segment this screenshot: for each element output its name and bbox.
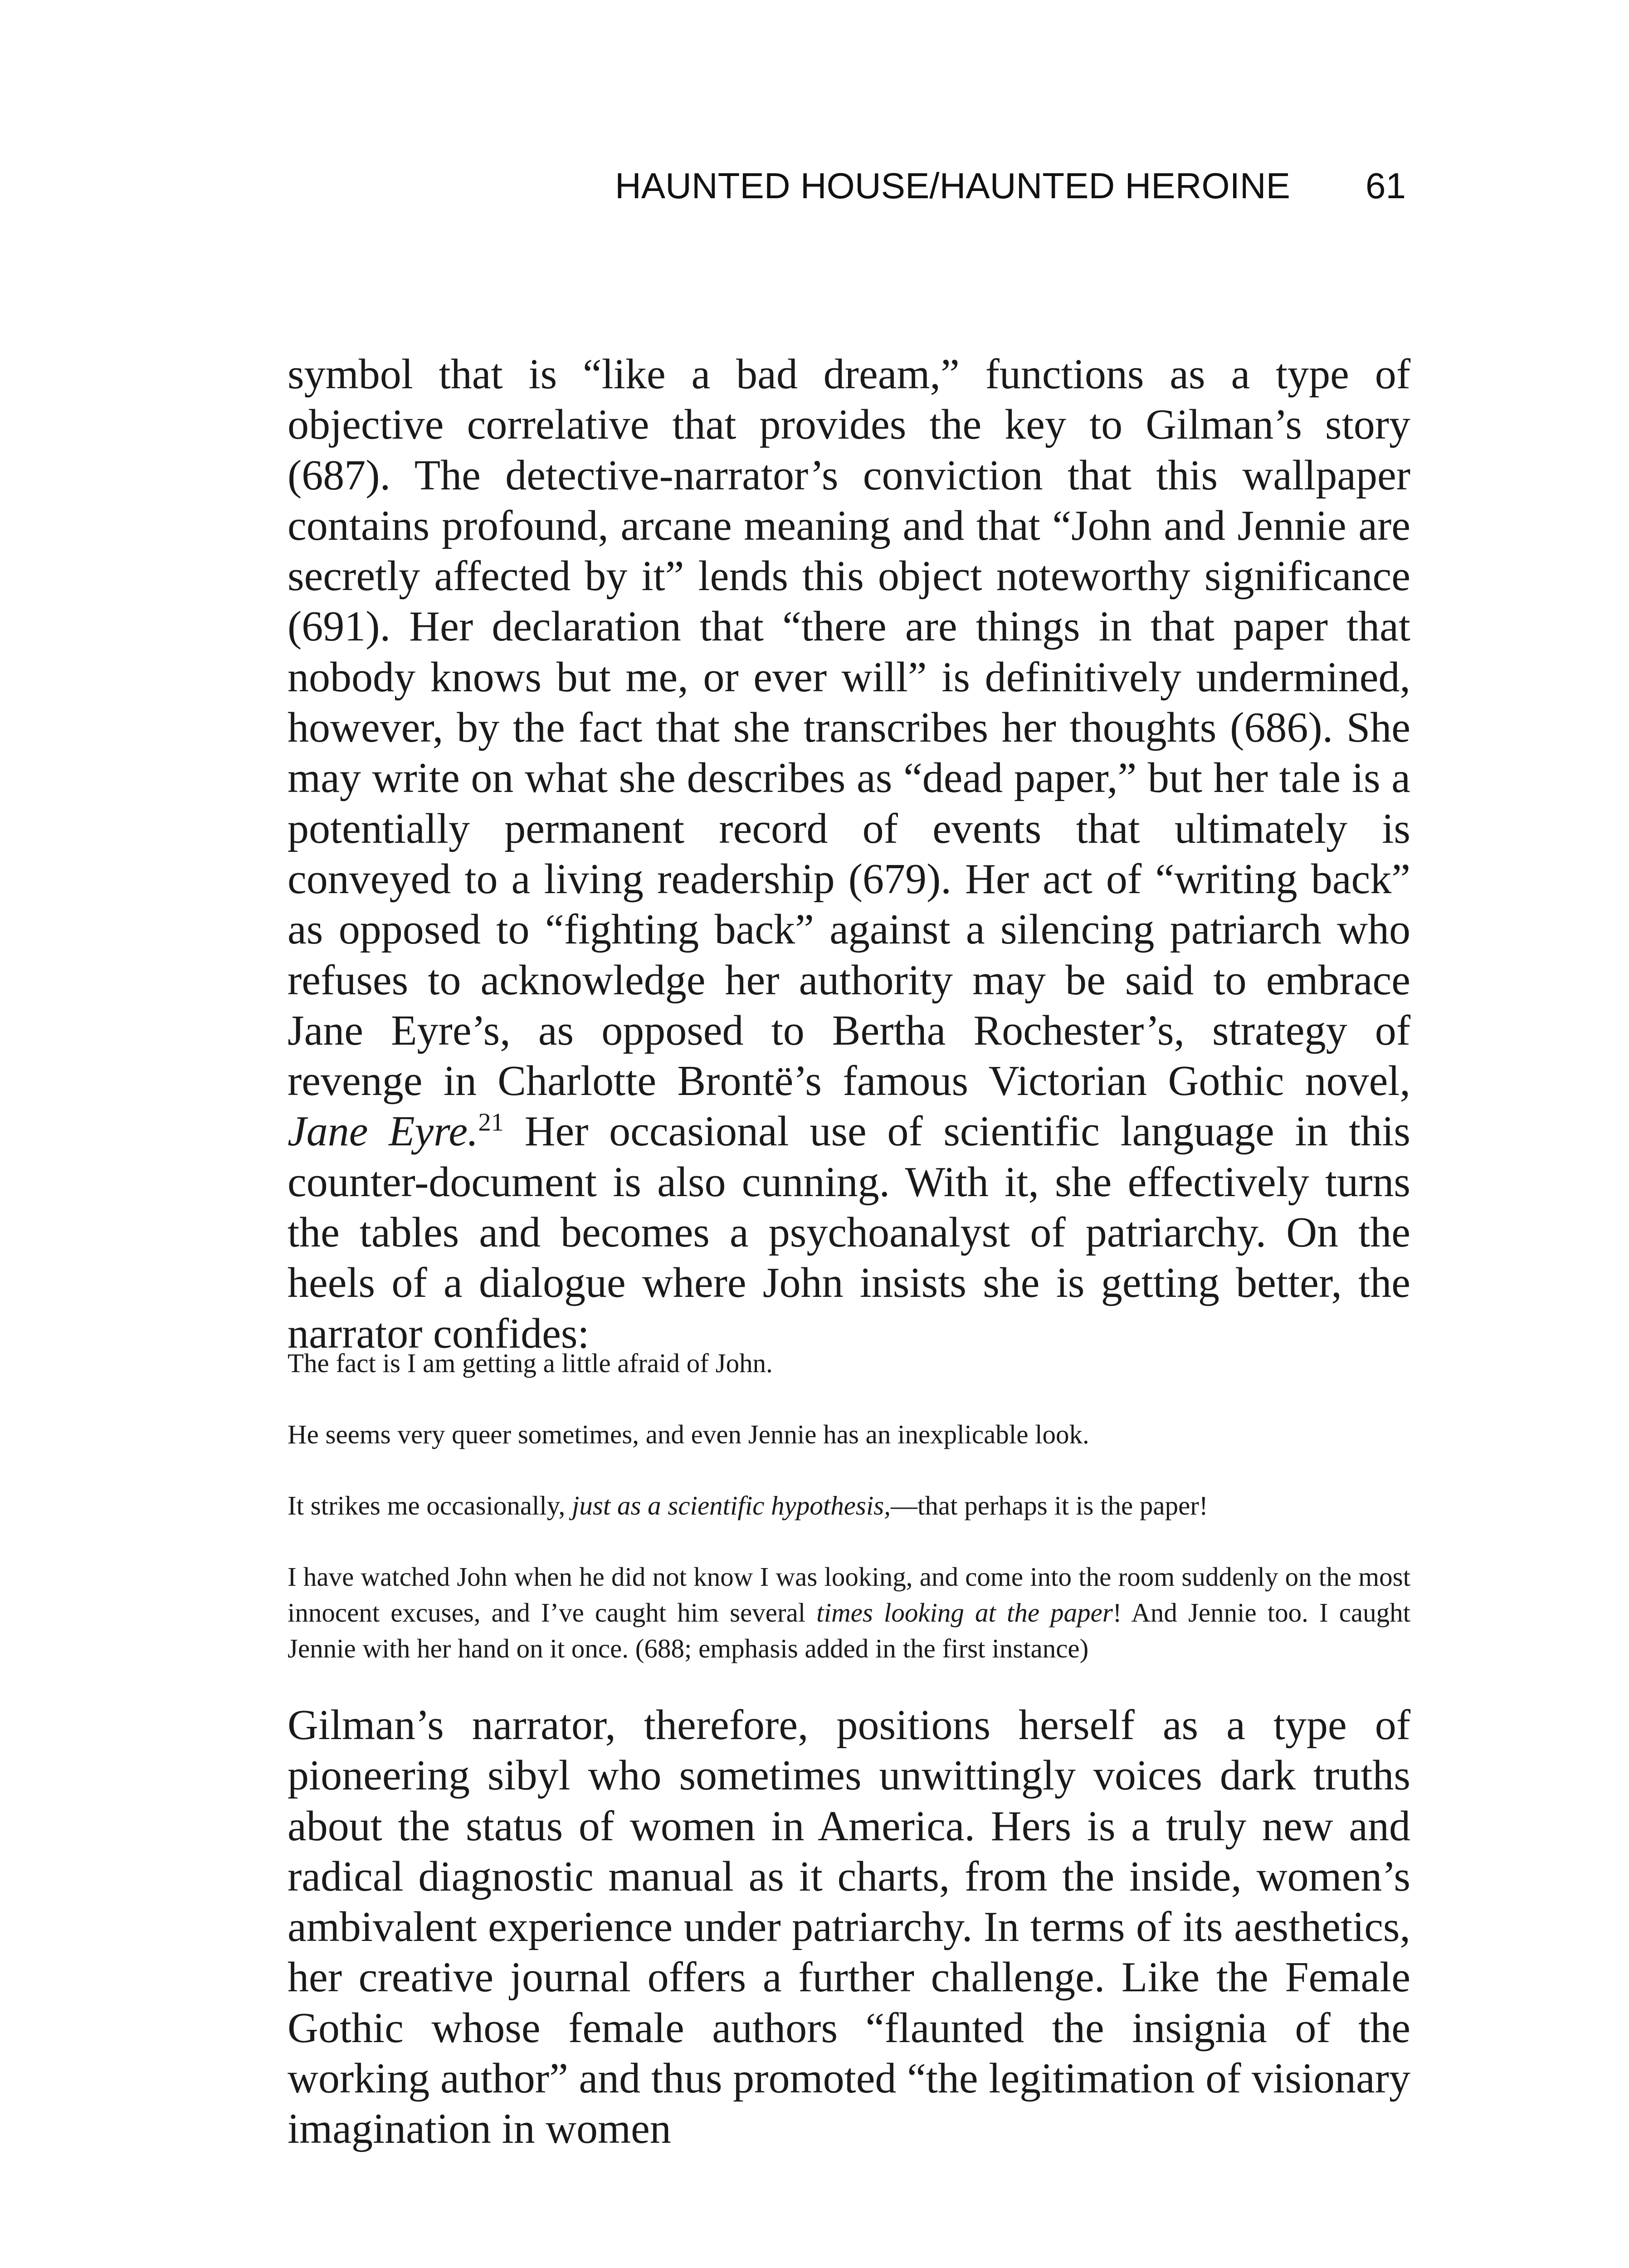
body-paragraph [288,349,1410,1359]
quote-text: It strikes me occasionally, [288,1491,566,1520]
quote-text: ! And Jennie too. I caught Jennie with her hand on it once. (688; emphasis added in the first instance) [288,1598,1410,1663]
quote-text: —that perhaps it is the paper! [891,1491,1208,1520]
quote-emphasis: just as a scientific hypothesis, [571,1491,891,1520]
block-quote-line [288,1559,1410,1667]
running-title: HAUNTED HOUSE/HAUNTED HEROINE [615,166,1290,206]
footnote-marker: 21 [478,1109,504,1137]
quote-text: I have watched John when he did not know I was looking, and come into the room suddenly on the most innocent excuses, and I’ve caught him several [288,1562,1410,1628]
block-quote-line: The fact is I am getting a little afraid of John. [288,1348,773,1378]
quote-emphasis: times looking at the paper [816,1598,1113,1628]
paragraph-text: Her occasional use of scientific language in this counter-document is also cunning. With it, she effectively turns the tables and becomes a psychoanalyst of patriarchy. On the heels of a dialogue where John insists she is getting better, the narrator confides: [288,1108,1410,1357]
paragraph-text: symbol that is “like a bad dream,” functions as a type of objective correlative that provides the key to Gilman’s story (687). The detective-narrator’s conviction that this wallpaper contains profound, arcane meaning and that “John and Jennie are secretly affected by it” lends this object noteworthy significance (691). Her declaration that “there are things in that paper that nobody knows but me, or ever will” is definitively undermined, however, by the fact that she transcribes her thoughts (686). She may write on what she describes as “dead paper,” but her tale is a potentially permanent record of events that ultimately is conveyed to a living readership (679). Her act of “writing back” as opposed to “fighting back” against a silencing patriarch who refuses to acknowledge her authority may be said to embrace Jane Eyre’s, as opposed to Bertha Rochester’s, strategy of revenge in Charlotte Brontë’s famous Victorian Gothic novel, [288,351,1410,1105]
body-paragraph: Gilman’s narrator, therefore, positions herself as a type of pioneering sibyl who sometimes unwittingly voices dark truths about the status of women in America. Hers is a truly new and radical diagnostic manual as it charts, from the inside, women’s ambivalent experience under patriarchy. In terms of its aesthetics, her creative journal offers a further challenge. Like the Female Gothic whose female authors “flaunted the insignia of the working author” and thus promoted “the legitimation of visionary imagination in women [288,1701,1410,2153]
book-title-italic: Jane Eyre. [288,1108,478,1155]
page-number: 61 [1366,166,1406,206]
block-quote-line: He seems very queer sometimes, and even Jennie has an inexplicable look. [288,1419,1089,1449]
block-quote-line [288,1488,1410,1524]
